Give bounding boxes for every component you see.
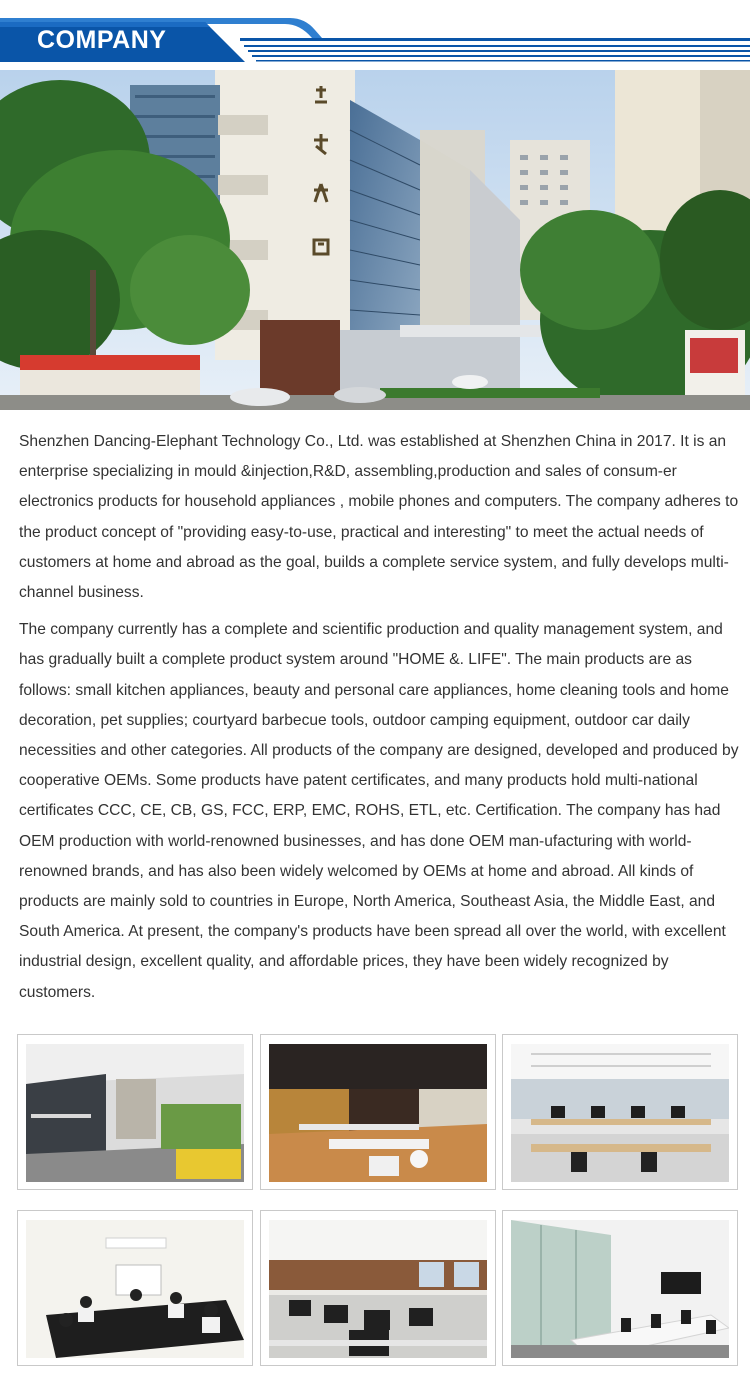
gallery-item-reception	[17, 1034, 253, 1190]
glass-conference-room-photo	[511, 1220, 729, 1358]
meeting-room-photo	[26, 1220, 244, 1358]
header-banner	[0, 0, 750, 70]
computer-workroom-photo	[269, 1220, 487, 1358]
company-description	[19, 427, 741, 1015]
gallery-item-computer-workroom	[260, 1210, 496, 1366]
company-building-photo	[0, 70, 750, 410]
paragraph-intro: Shenzhen Dancing-Elephant Technology Co., Ltd. was established at Shenzhen China in 2017. It is an enterprise specializing in mould &injection,R&D, assembling,production and sales of consum-er electronics products for household appliances , mobile phones and computers. The company adheres to the product concept of "providing easy-to-use, practical and interesting" to meet the actual needs of customers at home and abroad as the goal, builds a complete service system, and fully develops multi-channel business.	[19, 433, 739, 602]
gallery-item-glass-conference	[502, 1210, 738, 1366]
paragraph-products: The company currently has a complete and scientific production and quality management system, and has gradually built a complete product system around "HOME &. LIFE". The main products are as follows: small kitchen appliances, beauty and personal care appliances, home cleaning tools and home decoration, pet supplies; courtyard barbecue tools, outdoor camping equipment, outdoor car daily necessities and other categories. All products of the company are designed, developed and produced by cooperative OEMs. Some products have patent certificates, and many products hold multi-national certificates CCC, CE, CB, GS, FCC, ERP, EMC, ROHS, ETL, etc. Certification. The company has had OEM production with world-renowned businesses, and has done OEM man-ufacturing with world-renowned brands, and has also been widely welcomed by OEMs at home and abroad. All kinds of products are mainly sold to countries in Europe, North America, Southeast Asia, the Middle East, and South America. At present, the company's products have been spread all over the world, with excellent industrial design, excellent quality, and affordable prices, they have been widely recognized by customers.	[19, 621, 739, 1001]
office-reception-photo	[26, 1044, 244, 1182]
page-title: COMPANY	[37, 26, 167, 54]
building-illustration	[0, 70, 750, 410]
gallery-item-open-office	[260, 1034, 496, 1190]
open-office-photo	[269, 1044, 487, 1182]
gallery-item-workstations	[502, 1034, 738, 1190]
banner-stripes	[240, 38, 750, 62]
office-workstations-photo	[511, 1044, 729, 1182]
gallery-item-meeting-room	[17, 1210, 253, 1366]
